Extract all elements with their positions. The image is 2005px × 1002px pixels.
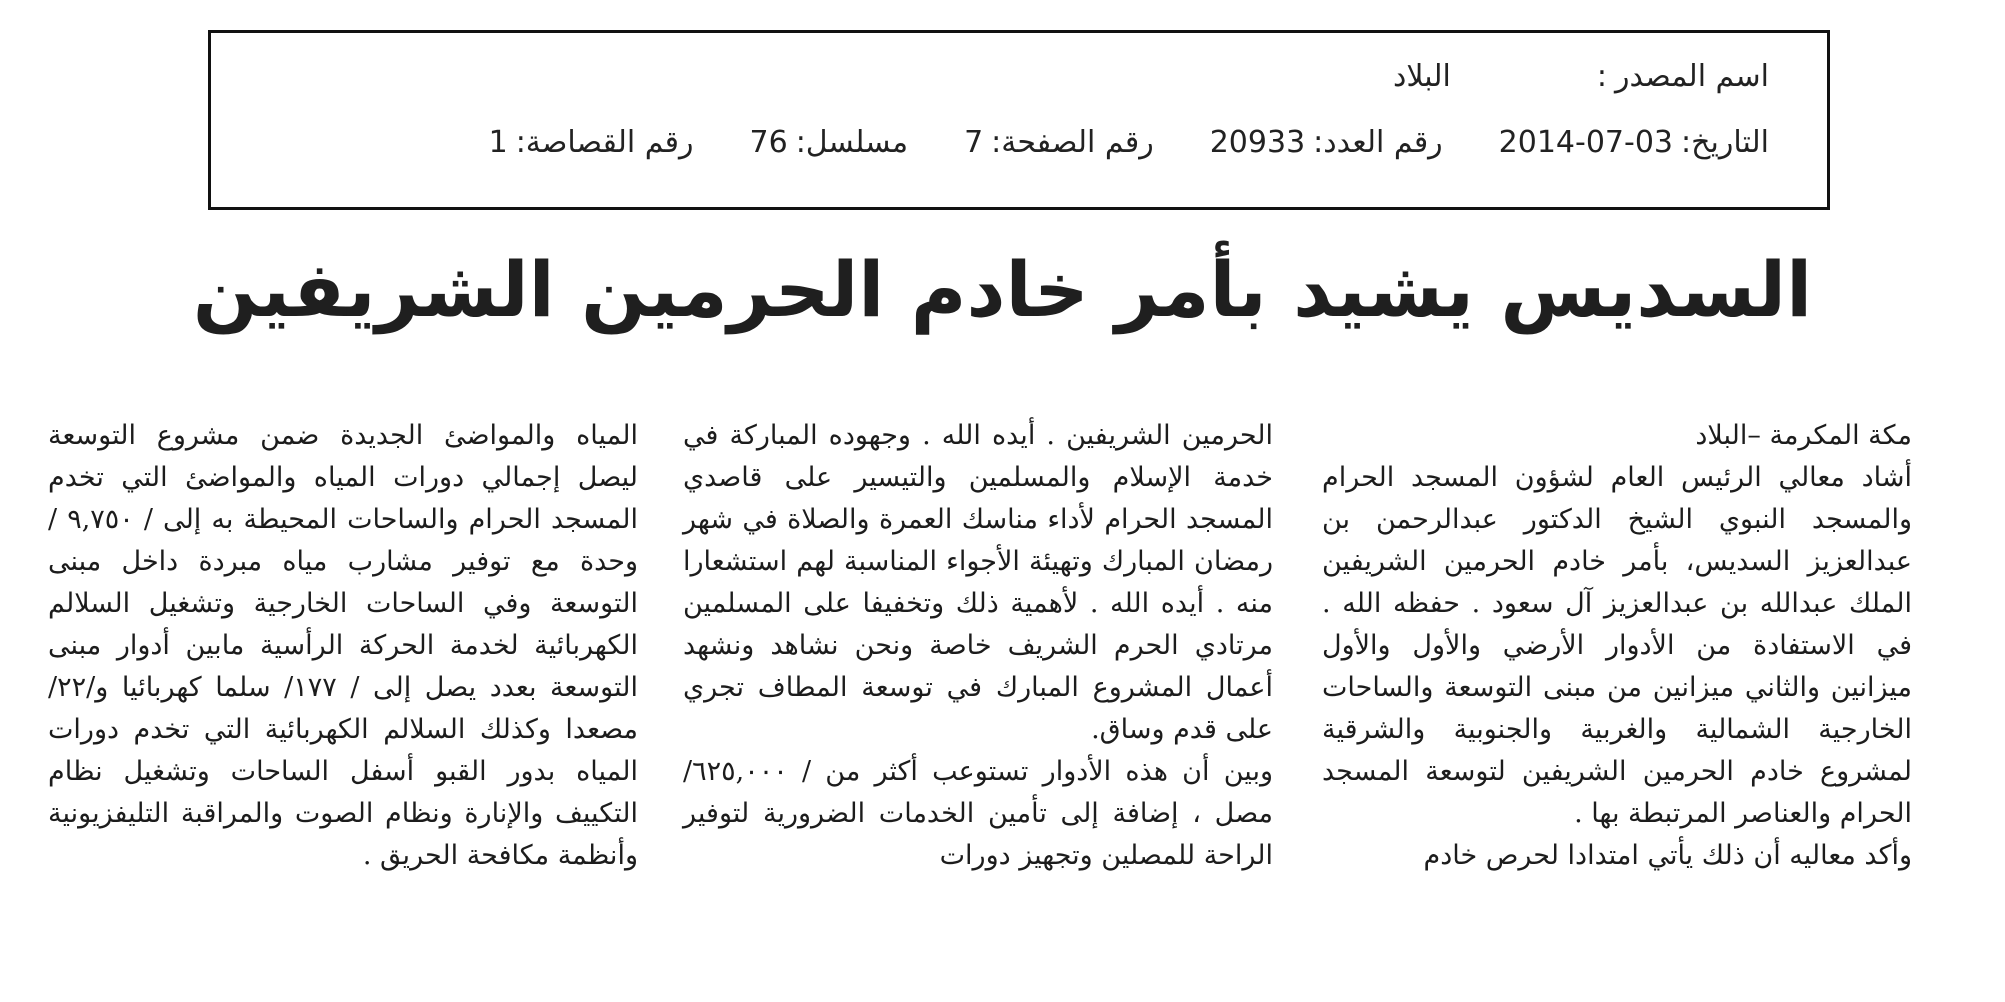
article-column-1 (1322, 415, 1912, 877)
source-value: البلاد (1393, 59, 1451, 94)
column-2-paragraph-2: وبين أن هذه الأدوار تستوعب أكثر من / ٦٢٥,٠٠٠/ مصل ، إضافة إلى تأمين الخدمات الضرورية لتوفير الراحة للمصلين وتجهيز دورات (683, 756, 1273, 871)
article-dateline: مكة المكرمة –البلاد (1695, 420, 1912, 451)
source-separator: : (1596, 59, 1607, 94)
column-1-paragraph-2: وأكد معاليه أن ذلك يأتي امتدادا لحرص خادم (1423, 840, 1912, 871)
article-column-2 (683, 415, 1273, 877)
serial-value: 76 (749, 125, 788, 160)
date-value: 2014-07-03 (1498, 125, 1674, 160)
serial-label: مسلسل: (795, 125, 909, 160)
date-label: التاريخ: (1681, 125, 1769, 160)
article-headline: السديس يشيد بأمر خادم الحرمين الشريفين (192, 245, 1813, 334)
page-value: 7 (964, 125, 984, 160)
clip-details-row (489, 125, 1769, 160)
page-label: رقم الصفحة: (991, 125, 1154, 160)
clip-number-value: 1 (488, 125, 508, 160)
source-label: اسم المصدر (1614, 59, 1769, 94)
column-3-paragraph-1: المياه والمواضئ الجديدة ضمن مشروع التوسعة ليصل إجمالي دورات المياه والمواضئ التي تخدم المسجد الحرام والساحات المحيطة به إلى / ٩,٧٥٠ / وحدة مع توفير مشارب مياه مبردة داخل مبنى التوسعة وفي الساحات الخارجية وتشغيل السلالم الكهربائية لخدمة الحركة الرأسية مابين أدوار مبنى التوسعة بعدد يصل إلى / ١٧٧/ سلما كهربائيا و/٢٢/ مصعدا وكذلك السلالم الكهربائية التي تخدم دورات المياه بدور القبو أسفل الساحات وتشغيل نظام التكييف والإنارة ونظام الصوت والمراقبة التليفزيونية وأنظمة مكافحة الحريق . (48, 420, 638, 871)
article-column-3 (48, 415, 638, 877)
clip-number-label: رقم القصاصة: (515, 125, 694, 160)
column-1-paragraph-1: أشاد معالي الرئيس العام لشؤون المسجد الحرام والمسجد النبوي الشيخ الدكتور عبدالرحمن بن عبدالعزيز السديس، بأمر خادم الحرمين الشريفين الملك عبدالله بن عبدالعزيز آل سعود . حفظه الله . في الاستفادة من الأدوار الأرضي والأول والأول ميزانين والثاني ميزانين من مبنى التوسعة والساحات الخارجية الشمالية والغربية والجنوبية والشرقية لمشروع خادم الحرمين الشريفين لتوسعة المسجد الحرام والعناصر المرتبطة بها . (1322, 462, 1912, 829)
column-2-paragraph-1: الحرمين الشريفين . أيده الله . وجهوده المباركة في خدمة الإسلام والمسلمين والتيسير على قاصدي المسجد الحرام لأداء مناسك العمرة والصلاة في شهر رمضان المبارك وتهيئة الأجواء المناسبة لهم استشعارا منه . أيده الله . لأهمية ذلك وتخفيفا على المسلمين مرتادي الحرم الشريف خاصة ونحن نشاهد ونشهد أعمال المشروع المبارك في توسعة المطاف تجري على قدم وساق. (683, 420, 1273, 745)
issue-value: 20933 (1209, 125, 1306, 160)
clipping-metadata-box (208, 30, 1830, 210)
source-row (1393, 59, 1769, 94)
issue-label: رقم العدد: (1313, 125, 1443, 160)
